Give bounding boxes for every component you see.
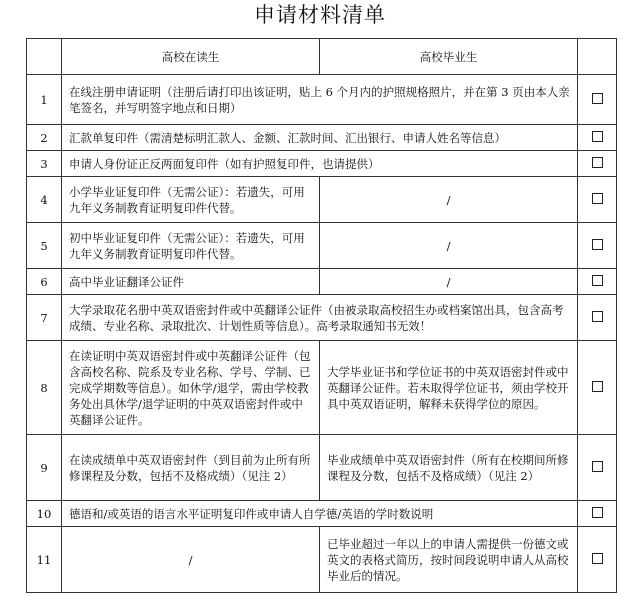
checkbox-icon	[592, 275, 603, 286]
table-row	[27, 269, 617, 295]
header-graduates: 高校毕业生	[320, 39, 578, 75]
checkbox-icon	[592, 553, 603, 564]
row-checkbox[interactable]	[578, 269, 617, 295]
table-row	[27, 501, 617, 527]
row-text: 在线注册申请证明（注册后请打印出该证明，贴上 6 个月内的护照规格照片，并在第 3 页由本人亲笔签名，并写明签字地点和日期）	[62, 75, 578, 125]
row-number: 2	[27, 125, 62, 151]
table-row	[27, 125, 617, 151]
table-row	[27, 341, 617, 435]
row-checkbox[interactable]	[578, 341, 617, 435]
table-row	[27, 177, 617, 223]
row-text: 汇款单复印件（需清楚标明汇款人、金额、汇款时间、汇出银行、申请人姓名等信息）	[62, 125, 578, 151]
checkbox-icon	[592, 311, 603, 322]
header-row	[27, 39, 617, 75]
row-checkbox[interactable]	[578, 75, 617, 125]
row-number: 3	[27, 151, 62, 177]
page-title: 申请材料清单	[254, 3, 386, 27]
checkbox-icon	[592, 93, 603, 104]
row-text-graduate: /	[320, 269, 578, 295]
row-text-current: 在读成绩单中英双语密封件（到目前为止所有所修课程及分数，包括不及格成绩）（见注 2）	[62, 435, 320, 501]
row-number: 10	[27, 501, 62, 527]
row-number: 6	[27, 269, 62, 295]
row-checkbox[interactable]	[578, 527, 617, 593]
row-text-graduate: 毕业成绩单中英双语密封件（所有在校期间所修课程及分数，包括不及格成绩）（见注 2）	[320, 435, 578, 501]
row-text-current: 在读证明中英双语密封件或中英翻译公证件（包含高校名称、院系及专业名称、学号、学制、已完成学期数等信息）。如休学/退学，需由学校教务处出具休学/退学证明的中英双语密封件或中英翻译公证件。	[62, 341, 320, 435]
row-checkbox[interactable]	[578, 435, 617, 501]
table-row	[27, 151, 617, 177]
row-text-current: /	[62, 527, 320, 593]
table-row	[27, 295, 617, 341]
row-number: 8	[27, 341, 62, 435]
row-checkbox[interactable]	[578, 223, 617, 269]
checkbox-icon	[592, 507, 603, 518]
header-blank	[27, 39, 62, 75]
row-number: 9	[27, 435, 62, 501]
row-text-current: 小学毕业证复印件（无需公证）：若遗失，可用九年义务制教育证明复印件代替。	[62, 177, 320, 223]
row-checkbox[interactable]	[578, 177, 617, 223]
table-row	[27, 527, 617, 593]
checkbox-icon	[592, 381, 603, 392]
checkbox-icon	[592, 131, 603, 142]
row-text-current: 高中毕业证翻译公证件	[62, 269, 320, 295]
checkbox-icon	[592, 239, 603, 250]
row-text-graduate: /	[320, 177, 578, 223]
row-text: 德语和/或英语的语言水平证明复印件或申请人自学德/英语的学时数说明	[62, 501, 578, 527]
row-text-graduate: 已毕业超过一年以上的申请人需提供一份德文或英文的表格式简历，按时间段说明申请人从高校毕业后的情况。	[320, 527, 578, 593]
row-number: 7	[27, 295, 62, 341]
checkbox-icon	[592, 461, 603, 472]
header-current-students: 高校在读生	[62, 39, 320, 75]
row-text-current: 初中毕业证复印件（无需公证）：若遗失，可用九年义务制教育证明复印件代替。	[62, 223, 320, 269]
table-row	[27, 223, 617, 269]
row-text: 大学录取花名册中英双语密封件或中英翻译公证件（由被录取高校招生办或档案馆出具，包含高考成绩、专业名称、录取批次、计划性质等信息）。高考录取通知书无效！	[62, 295, 578, 341]
row-number: 1	[27, 75, 62, 125]
table-row	[27, 435, 617, 501]
row-text-graduate: /	[320, 223, 578, 269]
row-number: 4	[27, 177, 62, 223]
row-checkbox[interactable]	[578, 501, 617, 527]
row-checkbox[interactable]	[578, 151, 617, 177]
row-number: 5	[27, 223, 62, 269]
row-text-graduate: 大学毕业证书和学位证书的中英双语密封件或中英翻译公证件。若未取得学位证书，须由学校开具中英双语证明，解释未获得学位的原因。	[320, 341, 578, 435]
row-checkbox[interactable]	[578, 295, 617, 341]
row-text: 申请人身份证正反两面复印件（如有护照复印件，也请提供）	[62, 151, 578, 177]
row-number: 11	[27, 527, 62, 593]
materials-table	[26, 38, 617, 593]
table-row	[27, 75, 617, 125]
checkbox-icon	[592, 193, 603, 204]
header-blank	[578, 39, 617, 75]
checkbox-icon	[592, 157, 603, 168]
row-checkbox[interactable]	[578, 125, 617, 151]
